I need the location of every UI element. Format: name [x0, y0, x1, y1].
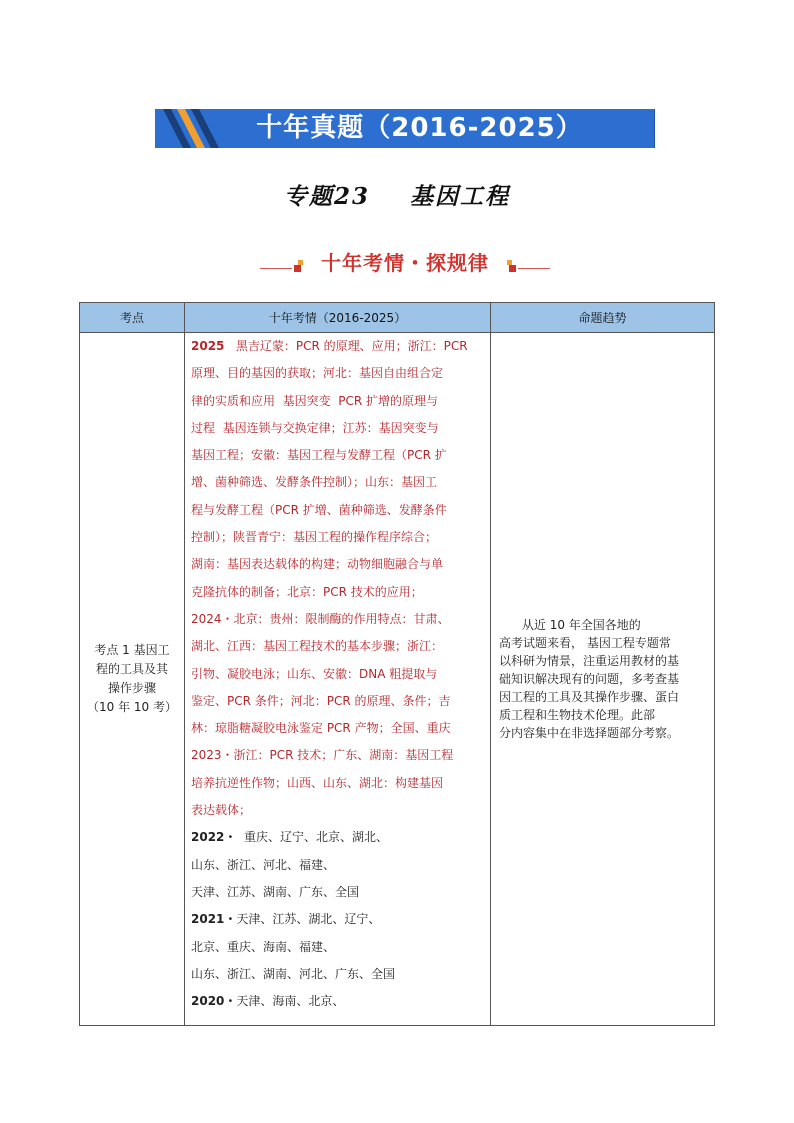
kaoqing-line [191, 360, 485, 387]
kaodian-line: 操作步骤 [107, 681, 156, 696]
kaoqing-line [191, 633, 485, 660]
kaodian-line: 程的工具及其 [95, 662, 168, 677]
kaoqing-line [191, 606, 485, 633]
kaoqing-line [191, 879, 485, 906]
kaoqing-line [191, 715, 485, 742]
heading-square-decoration [509, 265, 516, 272]
table-row [80, 333, 715, 1026]
kaoqing-text: 基因工程；安徽：基因工程与发酵工程（PCR 扩 [191, 448, 447, 463]
trend-line: 从近 10 年全国各地的 [499, 618, 641, 633]
kaoqing-line [191, 497, 485, 524]
kaoqing-text: 2020・ [191, 994, 237, 1009]
kaoqing-text: 鉴定、PCR 条件；河北：PCR 的原理、条件；吉 [191, 693, 451, 708]
trend-line: 因工程的工具及其操作步骤、蛋白 [499, 690, 680, 705]
trend-line: 分内容集中在非选择题部分考察。 [499, 726, 680, 741]
kaoqing-text: 2023・浙江：PCR 技术；广东、湖南：基因工程 [191, 748, 454, 763]
page-title: 专题23 基因工程 [283, 183, 511, 210]
kaoqing-line [191, 824, 485, 851]
kaoqing-line [191, 415, 485, 442]
trend-line: 高考试题来看， 基因工程专题常 [499, 636, 671, 651]
header-kaodian: 考点 [80, 303, 185, 333]
kaodian-line: 考点 1 基因工 [94, 643, 170, 658]
title-banner [155, 109, 655, 148]
kaoqing-line [191, 742, 485, 769]
kaoqing-cell [185, 333, 491, 1026]
kaoqing-line [191, 579, 485, 606]
kaoqing-line [191, 661, 485, 688]
kaoqing-text: 山东、浙江、湖南、河北、广东、全国 [191, 966, 396, 981]
kaoqing-line [191, 551, 485, 578]
kaodian-cell [80, 333, 185, 1026]
kaoqing-text: 山东、浙江、河北、福建、 [191, 857, 336, 872]
kaoqing-line [191, 988, 485, 1015]
kaoqing-line [191, 688, 485, 715]
heading-square-decoration [507, 260, 512, 265]
kaoqing-line [191, 388, 485, 415]
kaoqing-text: 控制）；陕晋青宁：基因工程的操作程序综合； [191, 530, 438, 545]
trend-line: 础知识解决现有的问题，多考查基 [499, 672, 680, 687]
kaoqing-text: 黑吉辽蒙：PCR 的原理、应用；浙江：PCR [224, 339, 468, 353]
kaoqing-text: 天津、江苏、湖南、广东、全国 [191, 884, 360, 899]
kaoqing-line [191, 442, 485, 469]
kaoqing-text: 培养抗逆性作物；山西、山东、湖北：构建基因 [191, 775, 444, 790]
kaoqing-line [191, 934, 485, 961]
kaoqing-line [191, 524, 485, 551]
kaoqing-line [191, 906, 485, 933]
section-heading-text: 十年考情・探规律 [321, 251, 489, 275]
trend-line: 以科研为情景，注重运用教材的基 [499, 654, 680, 669]
kaoqing-text: 原理、目的基因的获取；河北：基因自由组合定 [191, 366, 444, 381]
kaoqing-text: 过程 基因连锁与交换定律；江苏：基因突变与 [191, 420, 439, 435]
kaoqing-line [191, 469, 485, 496]
kaoqing-text: 湖北、江西：基因工程技术的基本步骤；浙江： [191, 639, 444, 654]
kaoqing-text: 林：琼脂糖凝胶电泳鉴定 PCR 产物；全国、重庆 [191, 721, 451, 736]
kaoqing-text: 增、菌种筛选、发酵条件控制）；山东：基因工 [191, 475, 438, 490]
kaoqing-text: 程与发酵工程（PCR 扩增、菌种筛选、发酵条件 [191, 502, 447, 517]
header-kaoqing: 十年考情（2016-2025） [185, 303, 491, 333]
kaoqing-text: 2021・ [191, 912, 237, 927]
kaoqing-text: 2025 [191, 339, 225, 353]
trend-line: 质工程和生物技术伦理。此部 [499, 708, 656, 723]
kaoqing-line [191, 852, 485, 879]
kaoqing-text: 2022・ [191, 830, 237, 845]
kaoqing-text: 天津、江苏、湖北、辽宁、 [236, 912, 381, 927]
kaoqing-text: 重庆、辽宁、北京、湖北、 [236, 830, 389, 845]
heading-divider-left [260, 268, 292, 269]
kaoqing-text: 克隆抗体的制备；北京：PCR 技术的应用； [191, 584, 423, 599]
kaoqing-line [191, 333, 485, 360]
table-header-row [80, 303, 715, 333]
kaoqing-line [191, 961, 485, 988]
kaoqing-text: 表达载体； [191, 803, 252, 818]
kaoqing-text: 北京、重庆、海南、福建、 [191, 939, 336, 954]
kaoqing-line [191, 770, 485, 797]
exam-analysis-table [79, 302, 715, 1026]
kaoqing-text: 湖南：基因表达载体的构建；动物细胞融合与单 [191, 557, 444, 572]
kaoqing-line [191, 797, 485, 824]
kaoqing-text: 引物、凝胶电泳；山东、安徽：DNA 粗提取与 [191, 666, 438, 681]
heading-divider-right [518, 268, 550, 269]
trend-cell [491, 333, 715, 1026]
section-heading [260, 248, 550, 278]
kaodian-line: （10 年 10 考） [87, 700, 177, 715]
banner-title: 十年真题（2016-2025） [256, 113, 583, 143]
kaoqing-text: 律的实质和应用 基因突变 PCR 扩增的原理与 [191, 393, 439, 408]
header-trend: 命题趋势 [491, 303, 715, 333]
kaoqing-text: 天津、海南、北京、 [236, 994, 345, 1009]
kaoqing-text: 2024・北京：贵州：限制酶的作用特点：甘肃、 [191, 611, 450, 626]
